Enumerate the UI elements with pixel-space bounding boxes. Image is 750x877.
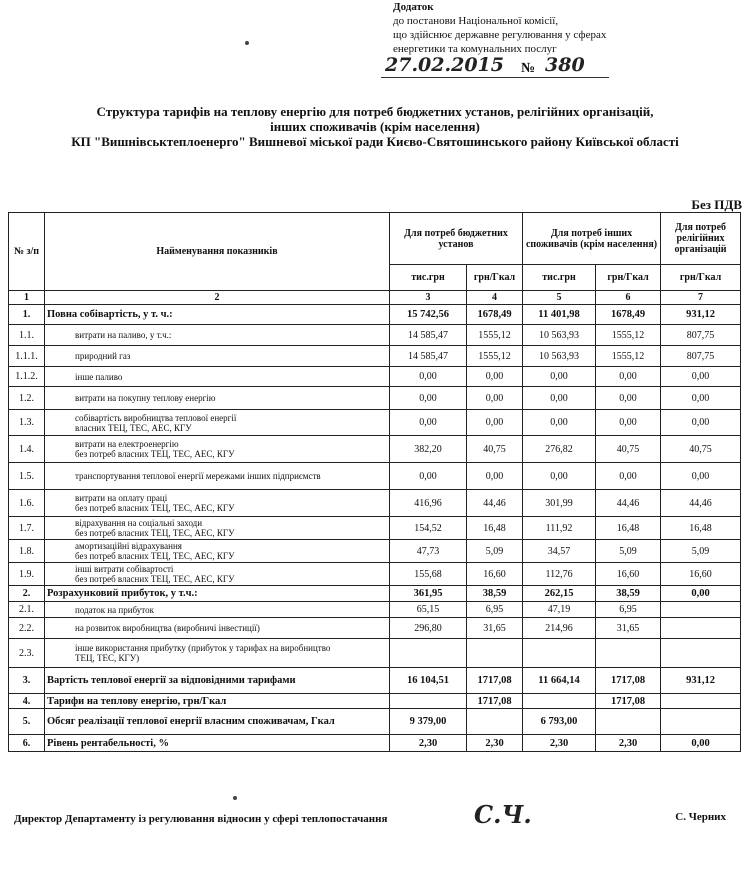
row-number: 1.3.	[9, 410, 45, 436]
value-cell	[467, 639, 523, 668]
value-cell: 2,30	[523, 735, 596, 752]
table-row	[9, 463, 741, 490]
value-cell: 31,65	[596, 618, 661, 639]
value-cell: 40,75	[596, 436, 661, 463]
row-name	[45, 639, 390, 668]
row-name	[45, 709, 390, 735]
value-cell	[661, 709, 741, 735]
value-cell: 1717,08	[596, 694, 661, 709]
row-number: 1.1.2.	[9, 367, 45, 387]
value-cell: 44,46	[661, 490, 741, 517]
row-name	[45, 602, 390, 618]
row-name	[45, 735, 390, 752]
table-row	[9, 540, 741, 563]
value-cell: 1555,12	[596, 325, 661, 346]
value-cell: 111,92	[523, 517, 596, 540]
value-cell: 276,82	[523, 436, 596, 463]
row-name-line: Розрахунковий прибуток, у т.ч.:	[47, 588, 198, 599]
title-line-1: Структура тарифів на теплову енергію для потреб бюджетних установ, релігійних організацій,	[96, 104, 654, 119]
value-cell: 0,00	[661, 463, 741, 490]
addendum-line: що здійснює державне регулювання у сферах	[393, 29, 607, 41]
value-cell: 931,12	[661, 668, 741, 694]
row-name-line: природний газ	[75, 351, 131, 361]
value-cell: 0,00	[390, 387, 467, 410]
addendum-line: енергетики та комунальних послуг	[393, 43, 557, 55]
row-name	[45, 563, 390, 586]
unit-ths: тис.грн	[390, 265, 467, 291]
header-num: № з/п	[9, 213, 45, 291]
value-cell: 0,00	[523, 367, 596, 387]
row-name	[45, 586, 390, 602]
vat-note: Без ПДВ	[691, 197, 742, 212]
row-name-line: на розвиток виробництва (виробничі інвестиції)	[75, 623, 260, 633]
header-other: Для потреб інших споживачів (крім населення)	[523, 213, 661, 265]
row-number: 2.	[9, 586, 45, 602]
table-row	[9, 586, 741, 602]
row-name-line-2: ТЕЦ, ТЕС, КГУ)	[75, 653, 140, 663]
col-number: 6	[596, 291, 661, 305]
value-cell: 0,00	[661, 735, 741, 752]
value-cell: 34,57	[523, 540, 596, 563]
row-name-line: витрати на паливо, у т.ч.:	[75, 330, 172, 340]
row-number: 1.7.	[9, 517, 45, 540]
unit-ths: тис.грн	[523, 265, 596, 291]
value-cell: 16,48	[661, 517, 741, 540]
value-cell: 6,95	[467, 602, 523, 618]
title-line-2: інших споживачів (крім населення)	[270, 119, 480, 134]
value-cell: 262,15	[523, 586, 596, 602]
value-cell: 0,00	[596, 410, 661, 436]
row-name-line: амортизаційні відрахування	[75, 541, 182, 551]
row-number: 1.4.	[9, 436, 45, 463]
table-row	[9, 709, 741, 735]
row-number: 2.3.	[9, 639, 45, 668]
row-name	[45, 668, 390, 694]
row-name	[45, 463, 390, 490]
row-name-line: Тарифи на теплову енергію, грн/Гкал	[47, 695, 227, 707]
value-cell: 47,73	[390, 540, 467, 563]
value-cell	[390, 694, 467, 709]
table-row	[9, 305, 741, 325]
value-cell: 40,75	[467, 436, 523, 463]
row-number: 1.8.	[9, 540, 45, 563]
value-cell	[390, 639, 467, 668]
table-row	[9, 517, 741, 540]
value-cell: 1678,49	[596, 305, 661, 325]
value-cell: 214,96	[523, 618, 596, 639]
speck	[233, 796, 237, 800]
row-name-line: транспортування теплової енергії мережами інших підприємств	[75, 471, 321, 481]
table-row	[9, 490, 741, 517]
value-cell: 14 585,47	[390, 346, 467, 367]
row-name	[45, 387, 390, 410]
row-number: 1.9.	[9, 563, 45, 586]
header-budget: Для потреб бюджетних установ	[390, 213, 523, 265]
value-cell: 2,30	[596, 735, 661, 752]
director-title: Директор Департаменту із регулювання відносин у сфері теплопостачання	[14, 813, 388, 825]
row-name	[45, 367, 390, 387]
row-number: 2.1.	[9, 602, 45, 618]
row-name	[45, 410, 390, 436]
value-cell: 5,09	[467, 540, 523, 563]
table-row	[9, 367, 741, 387]
col-number: 3	[390, 291, 467, 305]
value-cell	[661, 694, 741, 709]
table-body	[9, 305, 741, 752]
value-cell: 931,12	[661, 305, 741, 325]
value-cell: 16,60	[661, 563, 741, 586]
row-number: 6.	[9, 735, 45, 752]
value-cell: 0,00	[523, 463, 596, 490]
decree-number: 380	[545, 54, 585, 76]
value-cell: 382,20	[390, 436, 467, 463]
col-number: 5	[523, 291, 596, 305]
value-cell: 0,00	[467, 410, 523, 436]
value-cell: 16,48	[467, 517, 523, 540]
row-name-line: податок на прибуток	[75, 604, 154, 615]
decree-date: 27.02.2015	[385, 54, 504, 76]
value-cell	[596, 639, 661, 668]
col-number: 1	[9, 291, 45, 305]
value-cell: 0,00	[467, 387, 523, 410]
value-cell: 38,59	[467, 586, 523, 602]
title-line-3: КП "Вишнівськтеплоенерго" Вишневої міської ради Києво-Святошинського району Київської області	[71, 134, 679, 149]
value-cell	[523, 694, 596, 709]
value-cell: 14 585,47	[390, 325, 467, 346]
value-cell: 16,60	[467, 563, 523, 586]
value-cell: 1678,49	[467, 305, 523, 325]
row-name-line: інше використання прибутку (прибуток у тарифах на виробництво	[75, 643, 331, 653]
row-name	[45, 540, 390, 563]
value-cell	[661, 618, 741, 639]
value-cell: 0,00	[596, 367, 661, 387]
row-name-line: інше паливо	[75, 371, 123, 382]
table-row	[9, 618, 741, 639]
row-name	[45, 325, 390, 346]
value-cell: 154,52	[390, 517, 467, 540]
decree-number-label: №	[521, 61, 536, 76]
table-row	[9, 602, 741, 618]
value-cell: 1555,12	[467, 325, 523, 346]
value-cell	[596, 709, 661, 735]
value-cell: 65,15	[390, 602, 467, 618]
value-cell: 11 664,14	[523, 668, 596, 694]
value-cell: 1555,12	[467, 346, 523, 367]
row-name-line-2: без потреб власних ТЕЦ, ТЕС, АЕС, КГУ	[75, 503, 235, 513]
value-cell: 807,75	[661, 325, 741, 346]
row-number: 3.	[9, 668, 45, 694]
value-cell: 0,00	[661, 387, 741, 410]
value-cell: 296,80	[390, 618, 467, 639]
decree-underline	[381, 77, 609, 78]
value-cell: 5,09	[661, 540, 741, 563]
row-name-line: Обсяг реалізації теплової енергії власним споживачам, Гкал	[47, 716, 335, 727]
addendum-title: Додаток	[393, 1, 434, 13]
table-row	[9, 325, 741, 346]
row-name	[45, 346, 390, 367]
value-cell: 361,95	[390, 586, 467, 602]
speck	[245, 41, 249, 45]
row-number: 1.1.	[9, 325, 45, 346]
value-cell: 0,00	[467, 367, 523, 387]
value-cell: 15 742,56	[390, 305, 467, 325]
value-cell: 31,65	[467, 618, 523, 639]
value-cell: 807,75	[661, 346, 741, 367]
value-cell: 0,00	[523, 410, 596, 436]
row-number: 1.2.	[9, 387, 45, 410]
value-cell	[661, 602, 741, 618]
value-cell: 416,96	[390, 490, 467, 517]
decree-line	[385, 54, 743, 80]
row-name-line-2: власних ТЕЦ, ТЕС, АЕС, КГУ	[75, 422, 192, 433]
value-cell: 1717,08	[467, 694, 523, 709]
col-number: 4	[467, 291, 523, 305]
row-number: 1.6.	[9, 490, 45, 517]
col-number: 7	[661, 291, 741, 305]
value-cell	[467, 709, 523, 735]
value-cell: 44,46	[467, 490, 523, 517]
row-name-line-2: без потреб власних ТЕЦ, ТЕС, АЕС, КГУ	[75, 449, 235, 459]
value-cell: 0,00	[596, 463, 661, 490]
table-row	[9, 346, 741, 367]
row-name	[45, 694, 390, 709]
value-cell: 0,00	[390, 367, 467, 387]
row-number: 1.	[9, 305, 45, 325]
addendum-block	[385, 0, 743, 80]
row-name-line: інші витрати собівартості	[75, 564, 174, 574]
value-cell: 47,19	[523, 602, 596, 618]
row-name-line: витрати на оплату праці	[75, 493, 168, 503]
value-cell: 16,48	[596, 517, 661, 540]
row-name-line: відрахування на соціальні заходи	[75, 518, 203, 528]
row-number: 2.2.	[9, 618, 45, 639]
document-title	[10, 104, 740, 149]
row-number: 4.	[9, 694, 45, 709]
value-cell: 40,75	[661, 436, 741, 463]
value-cell: 9 379,00	[390, 709, 467, 735]
director-signature: С.Ч.	[474, 800, 532, 829]
value-cell: 10 563,93	[523, 325, 596, 346]
value-cell: 0,00	[390, 410, 467, 436]
value-cell: 11 401,98	[523, 305, 596, 325]
value-cell: 155,68	[390, 563, 467, 586]
value-cell: 5,09	[596, 540, 661, 563]
value-cell	[661, 639, 741, 668]
value-cell: 38,59	[596, 586, 661, 602]
row-name-line: витрати на електроенергію	[75, 439, 179, 449]
value-cell: 16,60	[596, 563, 661, 586]
value-cell: 0,00	[596, 387, 661, 410]
addendum-line: до постанови Національної комісії,	[393, 15, 559, 27]
row-name-line-2: без потреб власних ТЕЦ, ТЕС, АЕС, КГУ	[75, 574, 235, 584]
table-row	[9, 410, 741, 436]
row-name	[45, 618, 390, 639]
unit-gkal: грн/Гкал	[596, 265, 661, 291]
col-number: 2	[45, 291, 390, 305]
value-cell: 2,30	[390, 735, 467, 752]
value-cell: 16 104,51	[390, 668, 467, 694]
value-cell: 0,00	[661, 367, 741, 387]
table-row	[9, 735, 741, 752]
value-cell: 0,00	[523, 387, 596, 410]
table-row	[9, 668, 741, 694]
row-name-line: Вартість теплової енергії за відповідними тарифами	[47, 675, 296, 686]
value-cell: 301,99	[523, 490, 596, 517]
value-cell: 0,00	[661, 586, 741, 602]
row-name-line: Повна собівартість, у т. ч.:	[47, 309, 173, 320]
value-cell: 6,95	[596, 602, 661, 618]
table-row	[9, 694, 741, 709]
value-cell: 1717,08	[596, 668, 661, 694]
row-number: 1.1.1.	[9, 346, 45, 367]
row-name	[45, 436, 390, 463]
value-cell: 1555,12	[596, 346, 661, 367]
row-name-line-2: без потреб власних ТЕЦ, ТЕС, АЕС, КГУ	[75, 551, 235, 561]
row-number: 5.	[9, 709, 45, 735]
row-name-line: собівартість виробництва теплової енергії	[75, 412, 237, 423]
row-name-line: витрати на покупну теплову енергію	[75, 393, 216, 403]
value-cell: 0,00	[390, 463, 467, 490]
tariff-table	[8, 212, 741, 752]
row-name-line: Рівень рентабельності, %	[47, 737, 169, 749]
table-row	[9, 387, 741, 410]
value-cell: 0,00	[661, 410, 741, 436]
value-cell: 112,76	[523, 563, 596, 586]
table-row	[9, 436, 741, 463]
value-cell: 6 793,00	[523, 709, 596, 735]
value-cell: 10 563,93	[523, 346, 596, 367]
director-name: С. Черних	[675, 811, 726, 823]
row-name	[45, 490, 390, 517]
header-name: Найменування показників	[45, 213, 390, 291]
table-row	[9, 563, 741, 586]
value-cell: 0,00	[467, 463, 523, 490]
header-religious: Для потреб релігійних організацій	[661, 213, 741, 265]
value-cell: 44,46	[596, 490, 661, 517]
value-cell	[523, 639, 596, 668]
value-cell: 1717,08	[467, 668, 523, 694]
row-name	[45, 305, 390, 325]
table-row	[9, 639, 741, 668]
row-number: 1.5.	[9, 463, 45, 490]
row-name-line-2: без потреб власних ТЕЦ, ТЕС, АЕС, КГУ	[75, 528, 235, 538]
unit-gkal: грн/Гкал	[661, 265, 741, 291]
unit-gkal: грн/Гкал	[467, 265, 523, 291]
value-cell: 2,30	[467, 735, 523, 752]
row-name	[45, 517, 390, 540]
